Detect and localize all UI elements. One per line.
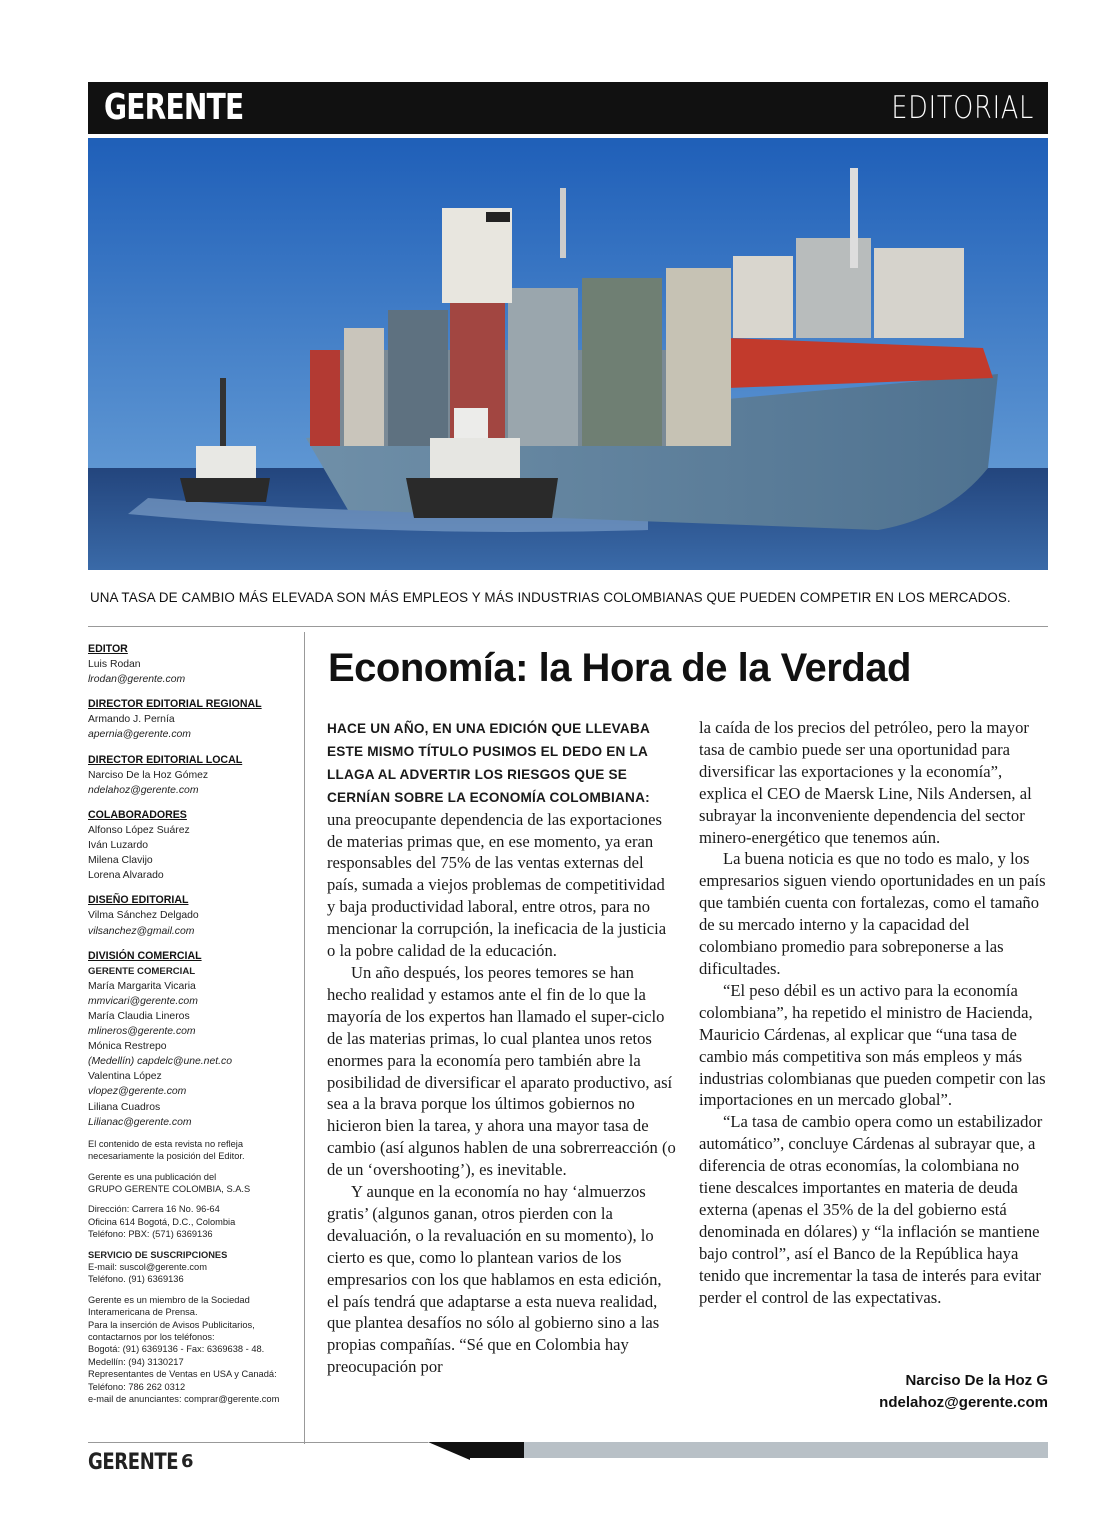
article-paragraph: Un año después, los peores temores se han hecho realidad y estamos ante el fin de lo que la mayoría de los expertos han llamado el super-ciclo de las materias primas, lo cual plantea unos retos enormes para la economía pero también abre la posibilidad de diversificar el aparato productivo, así sea a la brava porque los últimos gobiernos no hicieron bien la tarea, y ahora una mayor tasa de cambio (así algunos hablen de una sobrerreacción (o de un ‘overshooting’), es inevitable. xyxy=(327,962,676,1180)
membership-line: Bogotá: (91) 6369136 - Fax: 6369638 - 48. xyxy=(88,1344,265,1355)
director-regional-email: apernia@gerente.com xyxy=(88,729,191,741)
author-email[interactable]: ndelahoz@gerente.com xyxy=(879,1394,1048,1411)
editor-name: Luis Rodan xyxy=(88,659,141,671)
article-paragraph: La buena noticia es que no todo es malo, y los empresarios siguen viendo oportunidades en un país que también cuenta con fortalezas, como el tamaño de su mercado interno y la capacidad del colombiano promedio para sobreponerse a las dificultades. xyxy=(699,849,1046,978)
comercial-line: vlopez@gerente.com xyxy=(88,1086,187,1098)
colaborador-name: Lorena Alvarado xyxy=(88,870,164,882)
disclaimer-line: necesariamente la posición del Editor. xyxy=(88,1151,245,1162)
membership-line: e-mail de anunciantes: comprar@gerente.com xyxy=(88,1394,280,1405)
photo-caption: UNA TASA DE CAMBIO MÁS ELEVADA SON MÁS EMPLEOS Y MÁS INDUSTRIAS COLOMBIANAS QUE PUEDEN COMPETIR EN LOS MERCADOS. xyxy=(90,590,1011,605)
comercial-line: mlineros@gerente.com xyxy=(88,1026,196,1038)
masthead-credits xyxy=(88,642,303,1405)
membership-line: Gerente es un miembro de la Sociedad xyxy=(88,1294,250,1305)
publisher-line: GRUPO GERENTE COLOMBIA, S.A.S xyxy=(88,1183,251,1194)
comercial-line: Valentina López xyxy=(88,1071,162,1083)
editor-heading: EDITOR xyxy=(88,643,128,655)
director-local-heading: DIRECTOR EDITORIAL LOCAL xyxy=(88,753,243,766)
article-column-2 xyxy=(699,717,1049,1308)
page-number: 6 xyxy=(181,1451,194,1472)
container-ship-image xyxy=(88,138,1048,570)
diseno-name: Vilma Sánchez Delgado xyxy=(88,910,199,922)
subscriptions-block xyxy=(88,1249,303,1286)
comercial-line: Mónica Restrepo xyxy=(88,1041,167,1053)
address-line: Oficina 614 Bogotá, D.C., Colombia xyxy=(88,1216,236,1227)
director-local-name: Narciso De la Hoz Gómez xyxy=(88,769,209,781)
colaboradores-heading: COLABORADORES xyxy=(88,808,187,821)
comercial-line: (Medellín) capdelc@une.net.co xyxy=(88,1056,232,1068)
subscriptions-line: E-mail: suscol@gerente.com xyxy=(88,1261,207,1272)
address-line: Teléfono: PBX: (571) 6369136 xyxy=(88,1229,213,1240)
publisher-note xyxy=(88,1171,303,1196)
membership-line: Teléfono: 786 262 0312 xyxy=(88,1381,186,1392)
article-lead: HACE UN AÑO, EN UNA EDICIÓN QUE LLEVABA ESTE MISMO TÍTULO PUSIMOS EL DEDO EN LA LLAGA AL ADVERTIR LOS RIESGOS QUE SE CERNÍAN SOBRE LA ECONOMÍA COLOMBIANA: xyxy=(327,721,650,805)
article-paragraph: Y aunque en la economía no hay ‘almuerzos gratis’ (algunos ganan, otros pierden con la devaluación, o la revaluación en su momento), lo cierto es que, como lo plantean varios de los empresarios con los que hablamos en esta edición, el país tendrá que adaptarse a esta nueva realidad, que plantea desafíos no sólo al gobierno sino a las propias compañías. “Sé que en Colombia hay preocupación por xyxy=(327,1182,662,1377)
diseno-email: vilsanchez@gmail.com xyxy=(88,925,195,937)
comercial-line: María Claudia Lineros xyxy=(88,1010,190,1022)
disclaimer-line: El contenido de esta revista no refleja xyxy=(88,1138,244,1149)
membership-line: Interamericana de Prensa. xyxy=(88,1307,198,1318)
address-line: Dirección: Carrera 16 No. 96-64 xyxy=(88,1204,220,1215)
subscriptions-line: Teléfono. (91) 6369136 xyxy=(88,1274,184,1285)
membership-line: Representantes de Ventas en USA y Canadá: xyxy=(88,1369,277,1380)
article-paragraph xyxy=(327,717,677,962)
address-block xyxy=(88,1203,303,1240)
comercial-line: Lilianac@gerente.com xyxy=(88,1116,192,1128)
subscriptions-heading: SERVICIO DE SUSCRIPCIONES xyxy=(88,1249,228,1260)
comercial-line: Liliana Cuadros xyxy=(88,1101,161,1113)
colaborador-name: Milena Clavijo xyxy=(88,855,153,867)
membership-line: contactarnos por los teléfonos: xyxy=(88,1332,215,1342)
comercial-line: mmvicari@gerente.com xyxy=(88,995,198,1007)
magazine-logo: GERENTE xyxy=(104,87,244,128)
diseno-heading: DISEÑO EDITORIAL xyxy=(88,894,189,907)
membership-line: Medellín: (94) 3130217 xyxy=(88,1356,184,1367)
section-title: EDITORIAL xyxy=(891,90,1034,126)
article-title: Economía: la Hora de la Verdad xyxy=(328,646,911,690)
footer-logo: GERENTE xyxy=(88,1450,179,1475)
article-paragraph: “El peso débil es un activo para la economía colombiana”, ha repetido el ministro de Hacienda, Mauricio Cárdenas, al explicar que “una tasa de cambio más competitiva son más empleos y más industrias colombianas que pueden competir con las importaciones en un mercado global”. xyxy=(699,980,1046,1110)
editor-email: lrodan@gerente.com xyxy=(88,674,186,686)
article-paragraph: la caída de los precios del petróleo, pero la mayor tasa de cambio puede ser una oportunidad para diversificar las exportaciones y la economía”, explica el CEO de Maersk Line, Nils Andersen, al subrayar la inconveniente dependencia del sector minero-energético que tenemos aún. xyxy=(699,718,1032,847)
comercial-line: María Margarita Vicaria xyxy=(88,980,196,992)
article-lead-continuation: una preocupante dependencia de las exportaciones de materias primas que, en ese momento, ya eran responsables del 75% de las ventas externas del país, sumada a viejos problemas de competitividad y baja productividad laboral, entre otros, para no mencionar la corrupción, la ineficacia de la justicia o la pobre calidad de la educación. xyxy=(327,809,667,961)
author-name: Narciso De la Hoz G xyxy=(905,1372,1048,1389)
director-regional-heading: DIRECTOR EDITORIAL REGIONAL xyxy=(88,698,262,711)
membership-line: Para la inserción de Avisos Publicitarios, xyxy=(88,1319,255,1330)
membership-block xyxy=(88,1294,303,1406)
publisher-line: Gerente es una publicación del xyxy=(88,1171,217,1182)
director-local-email: ndelahoz@gerente.com xyxy=(88,784,199,796)
director-regional-name: Armando J. Pernía xyxy=(88,714,175,726)
colaborador-name: Iván Luzardo xyxy=(88,840,149,852)
divider xyxy=(88,626,1048,627)
footer-divider xyxy=(88,1442,428,1443)
comercial-subheading: GERENTE COMERCIAL xyxy=(88,965,196,977)
disclaimer xyxy=(88,1138,303,1163)
column-divider xyxy=(304,632,305,1444)
colaborador-name: Alfonso López Suárez xyxy=(88,824,190,836)
article-paragraph: “La tasa de cambio opera como un estabilizador automático”, concluye Cárdenas al subrayar que, a diferencia de otras economías, la colombiana no tiene descalces importantes en materia de deuda externa (apenas el 35% de la del gobierno está denominada en dólares) y “la inflación se mantiene bajo control”, así el Banco de la República haya tenido que incrementar la tasa de interés para evitar perder el control de las expectativas. xyxy=(699,1112,1043,1307)
cover-photo xyxy=(88,138,1048,570)
comercial-heading: DIVISIÓN COMERCIAL xyxy=(88,949,202,962)
article-column-1 xyxy=(327,717,677,1378)
footer-decoration xyxy=(428,1442,470,1460)
footer-band-light xyxy=(524,1442,1048,1458)
